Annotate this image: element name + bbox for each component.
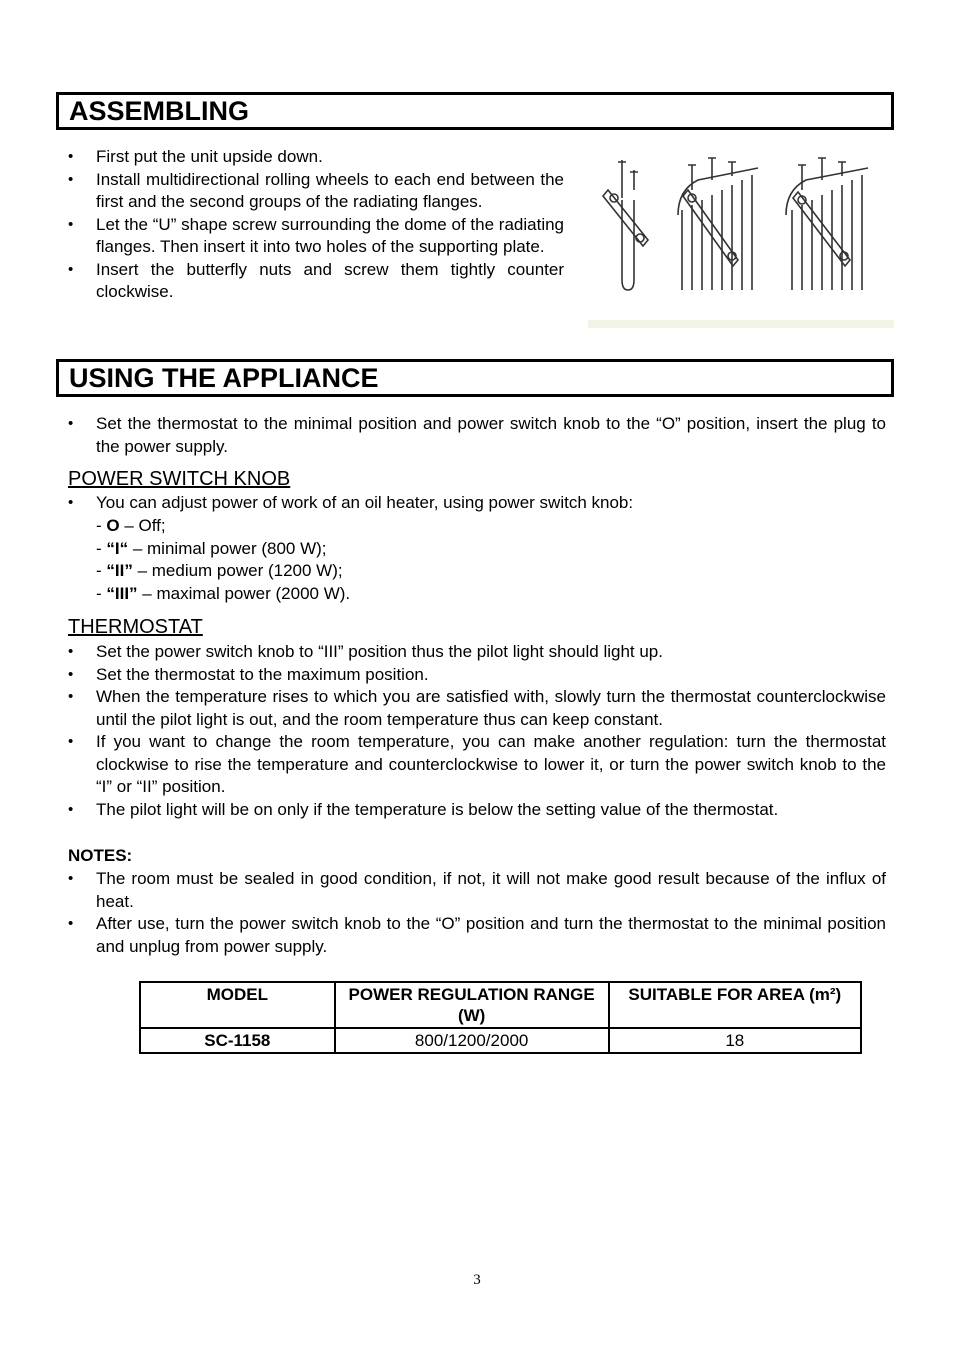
thermostat-heading: THERMOSTAT: [68, 616, 203, 638]
page-number: 3: [473, 1272, 481, 1288]
using-intro-list: [68, 413, 886, 458]
using-section-header: [56, 359, 894, 397]
list-item: • Install multidirectional rolling wheels to each end between the first and the second groups of the radiating flanges.: [68, 169, 564, 214]
spec-table: [139, 981, 862, 1054]
assembling-list: [68, 146, 564, 304]
list-item: • Insert the butterfly nuts and screw them tightly counter clockwise.: [68, 259, 564, 304]
notes-label: NOTES:: [68, 846, 133, 865]
cell-power-range: 800/1200/2000: [335, 1028, 609, 1053]
list-item: • Set the thermostat to the maximum position.: [68, 664, 886, 687]
list-item: • Let the “U” shape screw surrounding the dome of the radiating flanges. Then insert it into two holes of the supporting plate.: [68, 214, 564, 259]
notes-list: [68, 868, 886, 958]
assembly-illustration: [588, 150, 894, 332]
list-item: • The pilot light will be on only if the temperature is below the setting value of the thermostat.: [68, 799, 886, 822]
list-item: • Set the power switch knob to “III” position thus the pilot light should light up.: [68, 641, 886, 664]
power-mode-min: - “I“ – minimal power (800 W);: [96, 538, 327, 558]
power-modes: [68, 515, 886, 605]
cell-area: 18: [609, 1028, 861, 1053]
list-item: • If you want to change the room temperature, you can make another regulation: turn the thermostat clockwise to rise the temperature and counterclockwise to lower it, or turn the power switch knob to the “I” or “II” position.: [68, 731, 886, 799]
list-item: • When the temperature rises to which you are satisfied with, slowly turn the thermostat counterclockwise until the pilot light is out, and the room temperature thus can keep constant.: [68, 686, 886, 731]
list-item: • The room must be sealed in good condition, if not, it will not make good result because of the influx of heat.: [68, 868, 886, 913]
cell-model: SC-1158: [140, 1028, 335, 1053]
header-area: SUITABLE FOR AREA (m²): [609, 982, 861, 1028]
power-mode-max: - “III” – maximal power (2000 W).: [96, 583, 351, 603]
list-item: • After use, turn the power switch knob to the “O” position and turn the thermostat to the minimal position and unplug from power supply.: [68, 913, 886, 958]
list-item: • Set the thermostat to the minimal position and power switch knob to the “O” position, insert the plug to the power supply.: [68, 413, 886, 458]
power-switch-heading: POWER SWITCH KNOB: [68, 468, 291, 490]
power-mode-med: - “II” – medium power (1200 W);: [96, 561, 343, 580]
assembling-section-header: [56, 92, 894, 130]
thermostat-list: [68, 641, 886, 821]
power-mode-off: - O – Off;: [96, 516, 166, 535]
table-row: [140, 1028, 861, 1053]
table-header-row: [140, 982, 861, 1028]
header-model: MODEL: [140, 982, 335, 1028]
list-item: • First put the unit upside down.: [68, 146, 564, 169]
power-switch-list: [68, 492, 886, 515]
using-heading: USING THE APPLIANCE: [69, 363, 379, 393]
assembling-heading: ASSEMBLING: [69, 96, 250, 126]
list-item: • You can adjust power of work of an oil heater, using power switch knob:: [68, 492, 886, 515]
header-power-range: POWER REGULATION RANGE (W): [335, 982, 609, 1028]
